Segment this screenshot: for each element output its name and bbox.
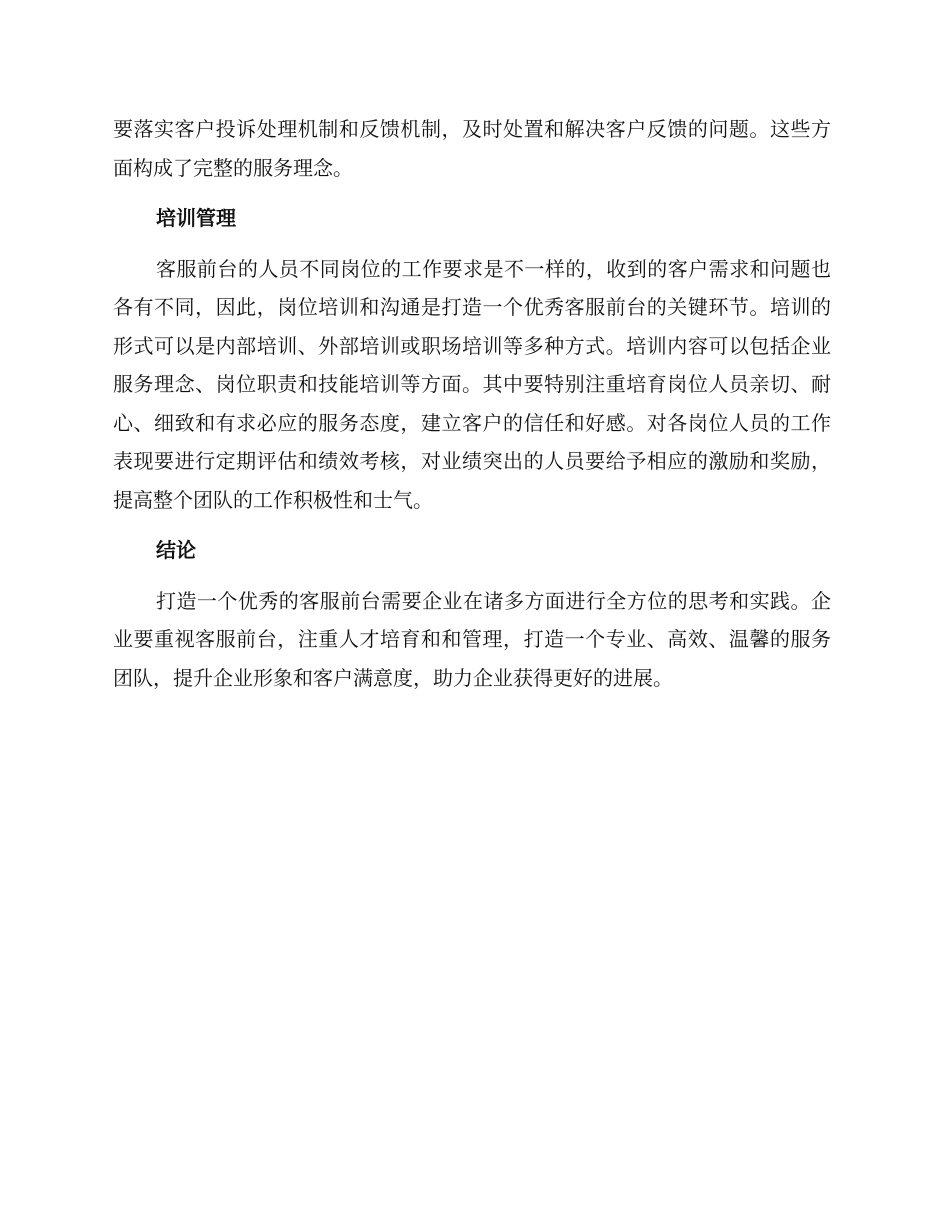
paragraph-service-concept-end: 要落实客户投诉处理机制和反馈机制，及时处置和解决客户反馈的问题。这些方面构成了完整的服务理念。 [113, 117, 831, 180]
paragraph-training: 客服前台的人员不同岗位的工作要求是不一样的，收到的客户需求和问题也各有不同，因此，岗位培训和沟通是打造一个优秀客服前台的关键环节。培训的形式可以是内部培训、外部培训或职场培训等多种方式。培训内容可以包括企业服务理念、岗位职责和技能培训等方面。其中要特别注重培育岗位人员亲切、耐心、细致和有求必应的服务态度，建立客户的信任和好感。对各岗位人员的工作表现要进行定期评估和绩效考核，对业绩突出的人员要给予相应的激励和奖励，提高整个团队的工作积极性和士气。 [113, 256, 831, 512]
paragraph-conclusion: 打造一个优秀的客服前台需要企业在诸多方面进行全方位的思考和实践。企业要重视客服前台，注重人才培育和和管理，打造一个专业、高效、温馨的服务团队，提升企业形象和客户满意度，助力企业获得更好的进展。 [113, 588, 831, 690]
spacer [113, 570, 831, 582]
spacer [113, 187, 831, 199]
heading-conclusion: 结论 [156, 538, 196, 562]
document-page [113, 110, 831, 697]
heading-training-management: 培训管理 [156, 206, 236, 230]
spacer [113, 238, 831, 250]
spacer [113, 519, 831, 531]
